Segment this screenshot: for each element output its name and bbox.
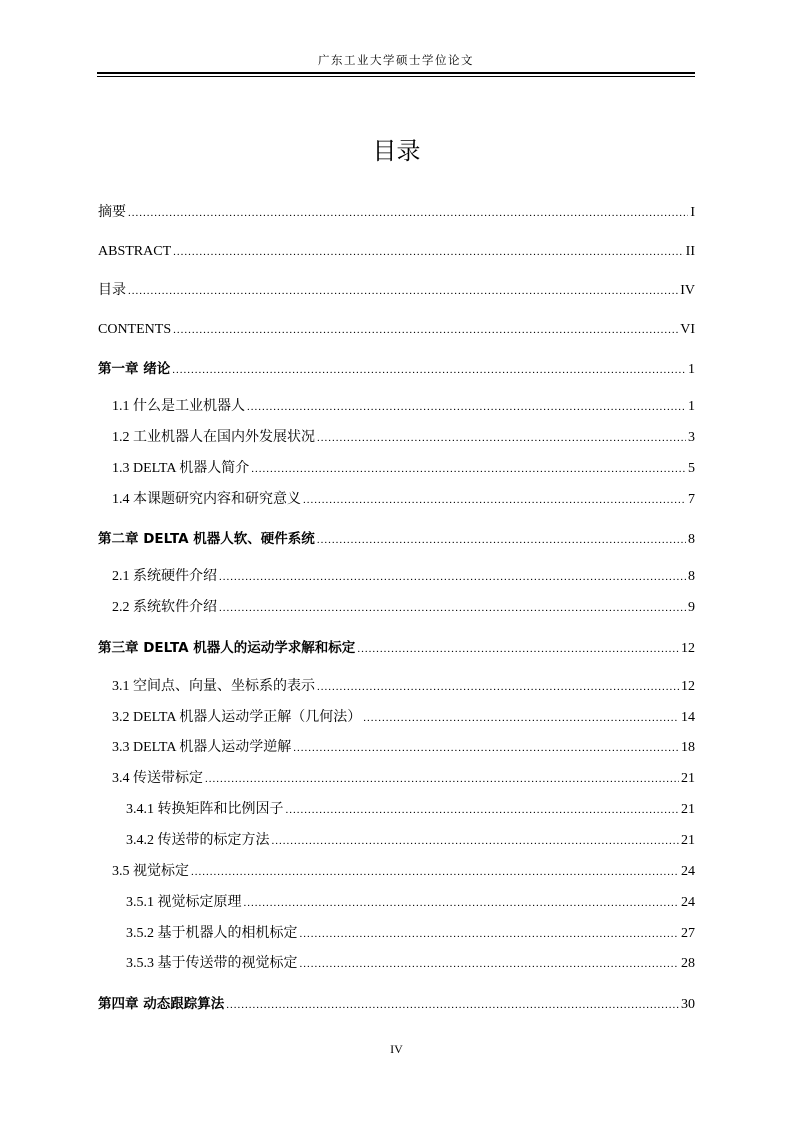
- toc-entry-3-4[interactable]: 3.4 传送带标定 ..... 21: [112, 769, 695, 789]
- running-header: 广东工业大学硕士学位论文: [318, 55, 474, 67]
- toc-entry-3-4-1[interactable]: 3.4.1 转换矩阵和比例因子 ..... 21: [126, 800, 695, 820]
- toc-entry-1-4[interactable]: 1.4 本课题研究内容和研究意义 ..... 7: [112, 490, 695, 510]
- toc-entry-3-5-3[interactable]: 3.5.3 基于传送带的视觉标定 ..... 28: [126, 954, 695, 974]
- toc-entry-3-3[interactable]: 3.3 DELTA 机器人运动学逆解 ..... 18: [112, 738, 695, 758]
- toc-entry-2-2[interactable]: 2.2 系统软件介绍 ..... 9: [112, 598, 695, 618]
- toc-entry-3-2[interactable]: 3.2 DELTA 机器人运动学正解（几何法） ..... 14: [112, 708, 695, 728]
- toc-entry-contents-en[interactable]: CONTENTS ..... VI: [98, 320, 695, 340]
- toc-entry-contents-cn[interactable]: 目录 ..... IV: [98, 281, 695, 301]
- toc-entry-3-1[interactable]: 3.1 空间点、向量、坐标系的表示 ..... 12: [112, 677, 695, 697]
- toc-entry-chapter-4[interactable]: 第四章 动态跟踪算法 ..... 30: [98, 994, 695, 1014]
- toc-entry-chapter-3[interactable]: 第三章 DELTA 机器人的运动学求解和标定 ..... 12: [98, 638, 695, 658]
- page-title: 目录: [372, 137, 421, 165]
- toc-entry-1-3[interactable]: 1.3 DELTA 机器人简介 ..... 5: [112, 459, 695, 479]
- toc-entry-3-5[interactable]: 3.5 视觉标定 ..... 24: [112, 862, 695, 882]
- toc-entry-1-2[interactable]: 1.2 工业机器人在国内外发展状况 ..... 3: [112, 428, 695, 448]
- toc-entry-3-5-2[interactable]: 3.5.2 基于机器人的相机标定 ..... 27: [126, 924, 695, 944]
- toc-entry-2-1[interactable]: 2.1 系统硬件介绍 ..... 8: [112, 567, 695, 587]
- page-number: IV: [390, 1042, 403, 1056]
- toc-entry-3-4-2[interactable]: 3.4.2 传送带的标定方法 ..... 21: [126, 831, 695, 851]
- toc-entry-chapter-1[interactable]: 第一章 绪论 ..... 1: [98, 359, 695, 379]
- toc-entry-chapter-2[interactable]: 第二章 DELTA 机器人软、硬件系统 ..... 8: [98, 529, 695, 549]
- toc-entry-1-1[interactable]: 1.1 什么是工业机器人 ..... 1: [112, 397, 695, 417]
- header-rule-thin: [97, 76, 695, 77]
- toc-entry-abstract-en[interactable]: ABSTRACT ..... II: [98, 242, 695, 262]
- toc-entry-3-5-1[interactable]: 3.5.1 视觉标定原理 ..... 24: [126, 893, 695, 913]
- toc-entry-abstract-cn[interactable]: 摘要 ..... I: [98, 203, 695, 223]
- header-rule-thick: [97, 72, 695, 74]
